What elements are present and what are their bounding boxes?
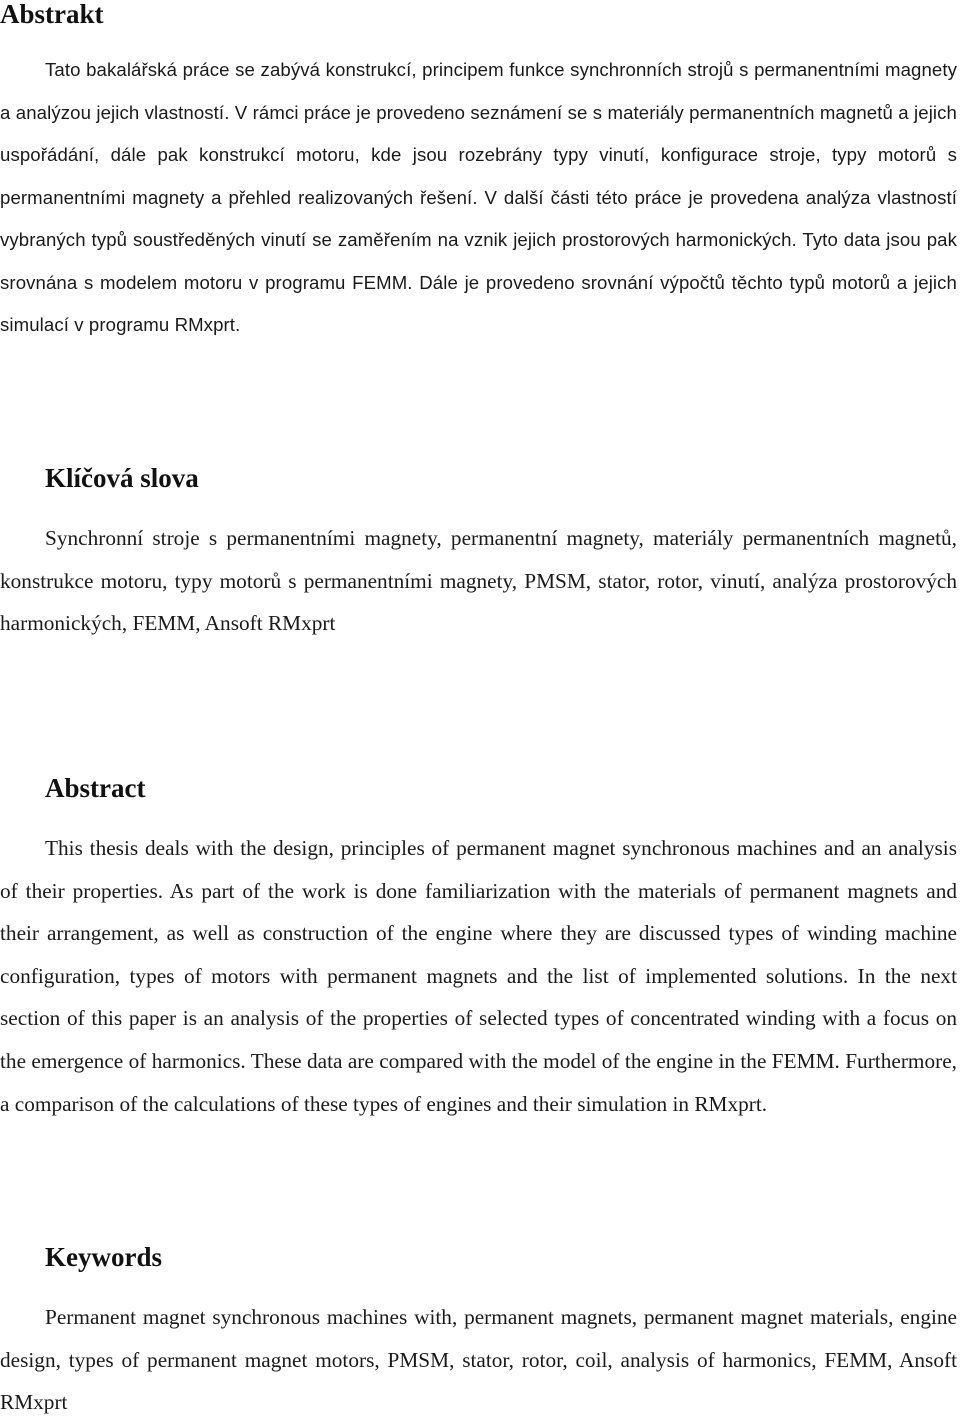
klicova-slova-text: Synchronní stroje s permanentními magnety, permanentní magnety, materiály permanentních magnetů, konstrukce motoru, typy motorů s permanentními magnety, PMSM, stator, rotor, vinutí, analýza prostorových harmonických, FEMM, Ansoft RMxprt: [0, 526, 957, 636]
keywords-text: Permanent magnet synchronous machines with, permanent magnets, permanent magnet materials, engine design, types of permanent magnet motors, PMSM, stator, rotor, coil, analysis of harmonics, FEMM, Ansoft RMxprt: [0, 1305, 957, 1415]
abstrakt-heading: Abstrakt: [0, 0, 104, 29]
klicova-slova-heading: Klíčová slova: [45, 463, 199, 493]
keywords-heading: Keywords: [45, 1242, 162, 1272]
keywords-paragraph: [0, 1296, 957, 1424]
abstrakt-text: Tato bakalářská práce se zabývá konstrukcí, principem funkce synchronních strojů s permanentními magnety a analýzou jejich vlastností. V rámci práce je provedeno seznámení se s materiály permanentních magnetů a jejich uspořádání, dále pak konstrukcí motoru, kde jsou rozebrány typy vinutí, konfigurace stroje, typy motorů s permanentními magnety a přehled realizovaných řešení. V další části této práce je provedena analýza vlastností vybraných typů soustředěných vinutí se zaměřením na vznik jejich prostorových harmonických. Tyto data jsou pak srovnána s modelem motoru v programu FEMM. Dále je provedeno srovnání výpočtů těchto typů motorů a jejich simulací v programu RMxprt.: [0, 59, 957, 335]
abstract-paragraph: [0, 827, 957, 1125]
abstract-text: This thesis deals with the design, principles of permanent magnet synchronous machines and an analysis of their properties. As part of the work is done familiarization with the materials of permanent magnets and their arrangement, as well as construction of the engine where they are discussed types of winding machine configuration, types of motors with permanent magnets and the list of implemented solutions. In the next section of this paper is an analysis of the properties of selected types of concentrated winding with a focus on the emergence of harmonics. These data are compared with the model of the engine in the FEMM. Furthermore, a comparison of the calculations of these types of engines and their simulation in RMxprt.: [0, 836, 957, 1116]
abstrakt-paragraph: [0, 49, 957, 347]
abstract-heading: Abstract: [45, 773, 146, 803]
klicova-slova-paragraph: [0, 517, 957, 645]
